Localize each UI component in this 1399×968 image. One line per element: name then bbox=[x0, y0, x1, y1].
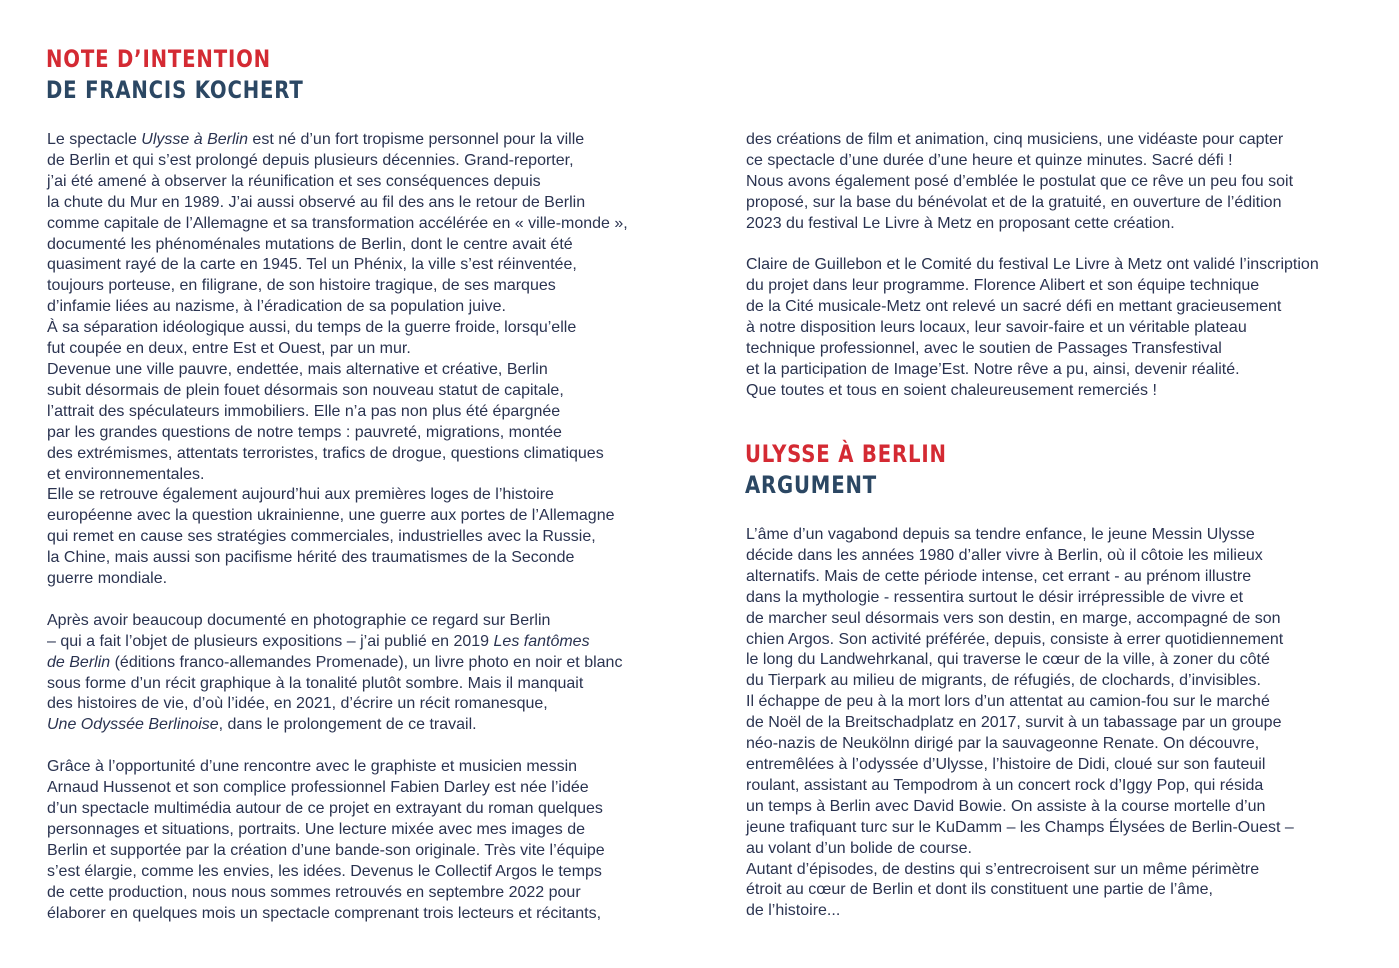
text-line: Que toutes et tous en soient chaleureusement remerciés ! bbox=[746, 381, 1157, 399]
text-line: de Berlin et qui s’est prolongé depuis plusieurs décennies. Grand-reporter, bbox=[47, 151, 574, 169]
text-line: dans la mythologie - ressentira surtout le désir irrépressible de vivre et bbox=[746, 588, 1244, 606]
right-heading-title: ULYSSE À BERLIN bbox=[745, 440, 947, 468]
text-line: Devenue une ville pauvre, endettée, mais alternative et créative, Berlin bbox=[47, 360, 548, 378]
text-line: à notre disposition leurs locaux, leur savoir-faire et un véritable plateau bbox=[746, 319, 1247, 337]
text-line: s’est élargie, comme les envies, les idées. Devenus le Collectif Argos le temps bbox=[47, 862, 602, 880]
text-line: Claire de Guillebon et le Comité du festival Le Livre à Metz ont validé l’inscription bbox=[746, 256, 1319, 274]
text-line: technique professionnel, avec le soutien de Passages Transfestival bbox=[746, 340, 1222, 358]
text-line: L’âme d’un vagabond depuis sa tendre enfance, le jeune Messin Ulysse bbox=[746, 526, 1255, 543]
left-paragraph-1 bbox=[47, 130, 667, 590]
text-line: un temps à Berlin avec David Bowie. On assiste à la course mortelle d’un bbox=[746, 797, 1266, 815]
text-line: d’un spectacle multimédia autour de ce projet en extrayant du roman quelques bbox=[47, 799, 603, 817]
text-line: documenté les phénoménales mutations de Berlin, dont le centre avait été bbox=[47, 235, 573, 253]
left-paragraph-3 bbox=[47, 757, 667, 924]
text-line: guerre mondiale. bbox=[47, 570, 168, 588]
text-line: sous forme d’un récit graphique à la tonalité plutôt sombre. Mais il manquait bbox=[47, 674, 584, 692]
text-line: Après avoir beaucoup documenté en photographie ce regard sur Berlin bbox=[47, 611, 551, 629]
text-line: j’ai été amené à observer la réunification et ses conséquences depuis bbox=[47, 172, 541, 190]
text-line: de marcher seul désormais vers son destin, en marge, accompagné de son bbox=[746, 609, 1281, 627]
text-line: Berlin et supportée par la création d’une bande-son originale. Très vite l’équipe bbox=[47, 841, 605, 859]
text-line: personnages et situations, portraits. Une lecture mixée avec mes images de bbox=[47, 820, 586, 838]
left-heading-subtitle: DE FRANCIS KOCHERT bbox=[46, 76, 304, 104]
text-line: élaborer en quelques mois un spectacle comprenant trois lecteurs et récitants, bbox=[47, 904, 602, 922]
text-line: par les grandes questions de notre temps : pauvreté, migrations, montée bbox=[47, 423, 562, 441]
text-line: le long du Landwehrkanal, qui traverse le cœur de la ville, à zoner du côté bbox=[746, 651, 1270, 669]
text-line: Arnaud Hussenot et son complice professionnel Fabien Darley est née l’idée bbox=[47, 779, 589, 797]
text-line: de Berlin (éditions franco-allemandes Promenade), un livre photo en noir et blanc bbox=[47, 653, 623, 671]
text-line: du projet dans leur programme. Florence Alibert et son équipe technique bbox=[746, 277, 1260, 295]
left-heading bbox=[46, 44, 304, 106]
argument-paragraph bbox=[746, 525, 1366, 922]
text-line: comme capitale de l’Allemagne et sa transformation accélérée en « ville-monde », bbox=[47, 214, 628, 232]
italic-title: Ulysse à Berlin bbox=[141, 131, 248, 148]
text-line: quasiment rayé de la carte en 1945. Tel un Phénix, la ville s’est réinventée, bbox=[47, 256, 577, 274]
text-line: et environnementales. bbox=[47, 465, 205, 483]
text-line: proposé, sur la base du bénévolat et de la gratuité, en ouverture de l’édition bbox=[746, 193, 1282, 211]
text-line: 2023 du festival Le Livre à Metz en proposant cette création. bbox=[746, 214, 1175, 232]
text-line: qui remet en cause ses stratégies commerciales, industrielles avec la Russie, bbox=[47, 528, 596, 546]
text-line: Nous avons également posé d’emblée le postulat que ce rêve un peu fou soit bbox=[746, 172, 1294, 190]
text-line: de cette production, nous nous sommes retrouvés en septembre 2022 pour bbox=[47, 883, 581, 901]
text-line: jeune trafiquant turc sur le KuDamm – les Champs Élysées de Berlin-Ouest – bbox=[746, 818, 1294, 836]
text-line: Une Odyssée Berlinoise, dans le prolongement de ce travail. bbox=[47, 716, 477, 734]
text-line: décide dans les années 1980 d’aller vivre à Berlin, où il côtoie les milieux bbox=[746, 546, 1263, 564]
text-line: alternatifs. Mais de cette période intense, cet errant - au prénom illustre bbox=[746, 567, 1252, 585]
text-line: d’infamie liées au nazisme, à l’éradication de sa population juive. bbox=[47, 298, 506, 316]
left-column bbox=[47, 130, 667, 924]
text-line: étroit au cœur de Berlin et dont ils constituent une partie de l’âme, bbox=[746, 881, 1213, 899]
text-line: la chute du Mur en 1989. J’ai aussi observé au fil des ans le retour de Berlin bbox=[47, 193, 586, 211]
text-line: des créations de film et animation, cinq musiciens, une vidéaste pour capter bbox=[746, 131, 1284, 148]
text-line: de Noël de la Breitschadplatz en 2017, survit à un tabassage par un groupe bbox=[746, 714, 1282, 732]
text-line: toujours porteuse, en filigrane, de son histoire tragique, de ses marques bbox=[47, 277, 556, 295]
text-line: À sa séparation idéologique aussi, du temps de la guerre froide, lorsqu’elle bbox=[47, 319, 577, 337]
text-line: subit désormais de plein fouet désormais son nouveau statut de capitale, bbox=[47, 381, 564, 399]
text-line: et la participation de Image’Est. Notre rêve a pu, ainsi, devenir réalité. bbox=[746, 360, 1240, 378]
text-line: roulant, assistant au Tempodrom à un concert rock d’Iggy Pop, qui résida bbox=[746, 776, 1264, 794]
text-line: européenne avec la question ukrainienne, une guerre aux portes de l’Allemagne bbox=[47, 507, 615, 525]
text-line: Il échappe de peu à la mort lors d’un attentat au camion-fou sur le marché bbox=[746, 693, 1270, 711]
text-line: des extrémismes, attentats terroristes, trafics de drogue, questions climatiques bbox=[47, 444, 604, 462]
text-line: chien Argos. Son activité préférée, depuis, consiste à errer quotidiennement bbox=[746, 630, 1284, 648]
italic-title: Une Odyssée Berlinoise bbox=[47, 716, 219, 734]
text-line: du Tierpark au milieu de migrants, de réfugiés, de clochards, d’invisibles. bbox=[746, 672, 1261, 690]
text-line: Grâce à l’opportunité d’une rencontre avec le graphiste et musicien messin bbox=[47, 758, 578, 776]
text-line: Autant d’épisodes, de destins qui s’entrecroisent sur un même périmètre bbox=[746, 860, 1260, 878]
right-paragraph-2 bbox=[746, 255, 1366, 401]
right-heading bbox=[745, 439, 947, 501]
text-line: néo-nazis de Neukölnn dirigé par la sauvageonne Renate. On découvre, bbox=[746, 735, 1260, 753]
left-paragraph-2 bbox=[47, 611, 667, 736]
text-line: de la Cité musicale-Metz ont relevé un sacré défi en mettant gracieusement bbox=[746, 298, 1282, 316]
right-column bbox=[746, 130, 1366, 402]
text-line: Elle se retrouve également aujourd’hui aux premières loges de l’histoire bbox=[47, 486, 554, 504]
right-heading-subtitle: ARGUMENT bbox=[745, 471, 878, 499]
right-paragraph-1 bbox=[746, 130, 1366, 235]
text-line: au volant d’un bolide de course. bbox=[746, 839, 972, 857]
italic-title: de Berlin bbox=[47, 653, 111, 671]
text-line: de l’histoire... bbox=[746, 902, 841, 920]
text-line: des histoires de vie, d’où l’idée, en 2021, d’écrire un récit romanesque, bbox=[47, 695, 548, 713]
text-line: entremêlées à l’odyssée d’Ulysse, l’histoire de Didi, cloué sur son fauteuil bbox=[746, 755, 1266, 773]
text-line: – qui a fait l’objet de plusieurs expositions – j’ai publié en 2019 Les fantômes bbox=[47, 632, 590, 650]
text-line: l’attrait des spéculateurs immobiliers. Elle n’a pas non plus été épargnée bbox=[47, 402, 561, 420]
text-line: la Chine, mais aussi son pacifisme hérité des traumatismes de la Seconde bbox=[47, 549, 575, 567]
left-heading-title: NOTE D’INTENTION bbox=[46, 45, 271, 73]
text-line: fut coupée en deux, entre Est et Ouest, par un mur. bbox=[47, 340, 411, 358]
italic-title: Les fantômes bbox=[493, 632, 590, 650]
text-line: Le spectacle Ulysse à Berlin est né d’un fort tropisme personnel pour la ville bbox=[47, 131, 585, 148]
text-line: ce spectacle d’une durée d’une heure et quinze minutes. Sacré défi ! bbox=[746, 151, 1233, 169]
